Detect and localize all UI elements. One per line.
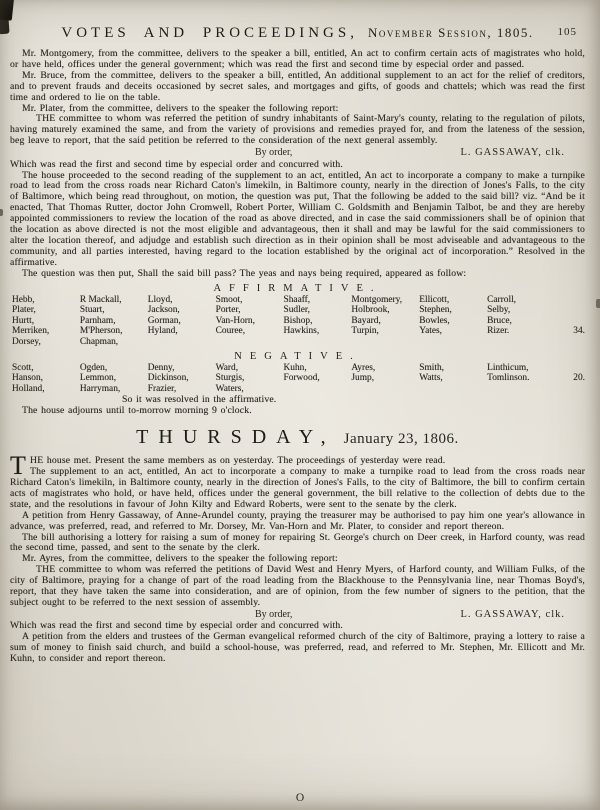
affirmative-vote-table (12, 295, 585, 348)
vote-name: R Mackall, (79, 294, 122, 305)
vote-name: Chapman, (79, 337, 119, 347)
vote-row (12, 337, 585, 348)
paragraph-lottery-bill: The bill authorising a lottery for raising a sum of money for repairing St. George's church on Deer creek, in Harford county, was read the second time, passed, and sent to the senate by the clerk. (10, 531, 585, 554)
by-order-line-1 (10, 147, 585, 160)
vote-name: Tomlinson. (487, 373, 530, 384)
vote-name: Hurtt, (12, 315, 35, 326)
vote-name: Yates, (419, 326, 442, 337)
vote-name: Watts, (419, 373, 443, 384)
paragraph-question-put: The question was then put, Shall the said bill pass? The yeas and nays being required, appeared as follow: (22, 267, 467, 279)
catchword: O (295, 792, 305, 804)
by-order-label: By order, (255, 608, 293, 620)
vote-name: Holbrook, (351, 305, 390, 316)
paragraph-concurred-1: Which was read the first and second time by especial order and concurred with. (10, 158, 343, 170)
paragraph-resolved-affirmative: So it was resolved in the affirmative. (122, 394, 277, 406)
vote-name: Smith, (419, 362, 444, 373)
vote-row (12, 295, 585, 306)
paragraph-montgomery-bill: Mr. Montgomery, from the committee, delivers to the speaker a bill, entitled, An act to confirm certain acts of magistrates who hold, or have held, offices under the general government; which was read the first and second time by especial order and passed. (10, 48, 585, 70)
vote-name: Gorman, (147, 315, 181, 326)
paragraph-german-church-petition: A petition from the elders and trustees of the German evangelical reformed church of the city of Baltimore, praying a lottery to raise a sum of money to finish said church, and build a school-house, was preferred, read, and referred to Mr. Stephen, Mr. Ellicott and Mr. Kuhn, to consider and report thereon. (10, 631, 585, 665)
vote-name: Couree, (215, 326, 246, 337)
paragraph-gassaway-petition: A petition from Henry Gassaway, of Anne-Arundel county, praying the treasurer may be authorised to pay him one year's allowance in advance, was preferred, read, and referred to Mr. Dorsey, Mr. Van-Horn and Mr. Plater, to consider and report thereon. (10, 509, 585, 532)
vote-name: Bishop, (283, 315, 313, 326)
vote-name: Dickinson, (147, 373, 189, 384)
paragraph-road-report: THE committee to whom was referred the petitions of David West and Henry Myers, of Harford county, and William Fulks, of the city of Baltimore, praying for a change of part of the road leading from the Blackhouse to the Pennsylvania line, near Thomas Boyd's, report, that they have taken the same into consideration, and are of opinion, from the few number of signers to the petition, that the subject ought to be referred to the next session of assembly. (10, 564, 585, 608)
vote-name: Plater, (12, 305, 36, 316)
vote-name: Shaaff, (283, 294, 311, 305)
dropcap-letter: T (10, 451, 27, 481)
vote-name: Porter, (215, 305, 241, 316)
vote-name: Ward, (215, 362, 239, 373)
vote-name: Rizer. (487, 326, 510, 337)
vote-name: Holland, (12, 383, 45, 394)
document-session: November Session, 1805. (367, 25, 534, 40)
document-title: VOTES AND PROCEEDINGS, (61, 25, 358, 41)
vote-name: Dorsey, (12, 337, 41, 347)
vote-row (12, 373, 585, 384)
vote-name: Smoot, (215, 294, 243, 305)
page-number: 105 (557, 26, 577, 38)
vote-name: Stephen, (419, 305, 452, 316)
affirmative-heading: AFFIRMATIVE. (213, 282, 382, 294)
vote-name: Denny, (147, 362, 175, 373)
by-order-label: By order, (255, 147, 293, 159)
vote-name: Waters, (215, 383, 244, 394)
vote-name: Hanson, (12, 373, 43, 384)
vote-total-count: 20. (573, 373, 585, 384)
day-date: January 23, 1806. (343, 431, 459, 448)
negative-vote-table (12, 363, 585, 395)
paragraph-house-met-text: HE house met. Present the same members as on yesterday. The proceedings of yesterday were read. (30, 455, 446, 467)
clerk-signature: L. GASSAWAY, clk. (460, 147, 565, 159)
vote-name: Ayres, (351, 362, 376, 373)
vote-row (12, 384, 585, 395)
page-header (10, 24, 585, 42)
paragraph-plater-report-intro: Mr. Plater, from the committee, delivers to the speaker the following report: (22, 102, 339, 114)
vote-name: Jackson, (147, 305, 180, 316)
vote-name: Merriken, (12, 326, 50, 337)
vote-name: M'Pherson, (79, 326, 123, 337)
vote-row (12, 326, 585, 337)
paragraph-concurred-2: Which was read the first and second time by especial order and concurred with. (10, 620, 343, 632)
day-name: THURSDAY, (136, 426, 336, 449)
vote-row (12, 363, 585, 374)
vote-name: Hebb, (12, 294, 35, 305)
vote-name: Bowles, (419, 315, 450, 326)
vote-name: Forwood, (283, 373, 320, 384)
vote-name: Carroll, (487, 294, 517, 305)
vote-name: Montgomery, (351, 294, 403, 305)
vote-name: Linthicum, (487, 362, 529, 373)
vote-name: Bayard, (351, 315, 381, 326)
clerk-signature: L. GASSAWAY, clk. (460, 608, 565, 620)
vote-name: Ogden, (79, 362, 108, 373)
negative-heading: NEGATIVE. (234, 350, 361, 362)
vote-name: Lloyd, (147, 294, 173, 305)
vote-name: Sudler, (283, 305, 310, 316)
vote-name: Bruce, (487, 315, 512, 326)
vote-name: Harryman, (79, 383, 121, 394)
paragraph-ayres-report-intro: Mr. Ayres, from the committee, delivers to the speaker the following report: (22, 553, 338, 565)
vote-total-count: 34. (573, 326, 585, 337)
vote-name: Stuart, (79, 305, 105, 316)
vote-name: Turpin, (351, 326, 379, 337)
paragraph-pilots-report: THE committee to whom was referred the petition of sundry inhabitants of Saint-Mary's county, relating to the regulation of pilots, having maturely examined the same, and from the variety of provisions and remedies prayed for, and from the lateness of the session, beg leave to report, that the said petition be referred to the consideration of the next general assembly. (10, 113, 585, 147)
paragraph-bruce-bill: Mr. Bruce, from the committee, delivers to the speaker a bill, entitled, An additional supplement to an act for the relief of creditors, and to prevent frauds and deceits occasioned by secret sales, and mortgages and gifts, of goods and chattels; which was read the first time and ordered to lie on the table. (10, 69, 585, 103)
paragraph-second-reading: The house proceeded to the second reading of the supplement to an act, entitled, An act to incorporate a company to make a turnpike road to lead from the cross roads near Richard Caton's limekiln, in Baltimore county, nearly in the direction of Jones's Falls, to the city of Baltimore, which being read throughout, on motion, the question was put, That the following be added to the said bill? viz. “And be it enacted, That Thomas Rutter, doctor John Cromwell, Robert Porter, William C. Goldsmith and Benjamin Talbot, be and they are hereby appointed commissioners to review the location of the road as above directed, and in case the said commissioners shall be of opinion that the location as above directed is not the most eligible and advantageous, then it shall and may be lawful for the said commissioners to alter the location thereof, and adjudge and establish such direction as in their opinion shall be most adviseable and advantageous to the community, and all parties interested, having regard to the location established by the original act of incorporation.” Resolved in the affirmative. (10, 169, 585, 268)
vote-name: Ellicott, (419, 294, 450, 305)
vote-row (12, 316, 585, 327)
vote-name: Hawkins, (283, 326, 320, 337)
vote-name: Lemmon, (79, 373, 117, 384)
vote-name: Hyland, (147, 326, 178, 337)
vote-name: Frazier, (147, 383, 177, 394)
vote-row (12, 305, 585, 316)
vote-name: Kuhn, (283, 362, 307, 373)
vote-name: Sturgis, (215, 373, 245, 384)
paragraph-adjourn: The house adjourns until to-morrow morning 9 o'clock. (22, 405, 252, 417)
vote-name: Scott, (12, 362, 34, 373)
vote-name: Selby, (487, 305, 511, 316)
vote-name: Jump, (351, 373, 375, 384)
vote-name: Van-Horn, (215, 315, 255, 326)
section-heading-thursday (10, 426, 585, 449)
vote-name: Parnham, (79, 315, 116, 326)
paragraph-sent-to-senate: The supplement to an act, entitled, An act to incorporate a company to make a turnpike road to lead from the cross roads near Richard Caton's limekiln, in Baltimore county, nearly in the direction of Jones's Falls, to the city of Baltimore, the bill to confirm certain acts of magistrates who hold, or have held, offices under the general government, the bill relative to the collection of debts due to the state, and the resolutions in favour of John Kilty and Edward Roberts, were sent to the senate by the clerk. (10, 466, 585, 510)
